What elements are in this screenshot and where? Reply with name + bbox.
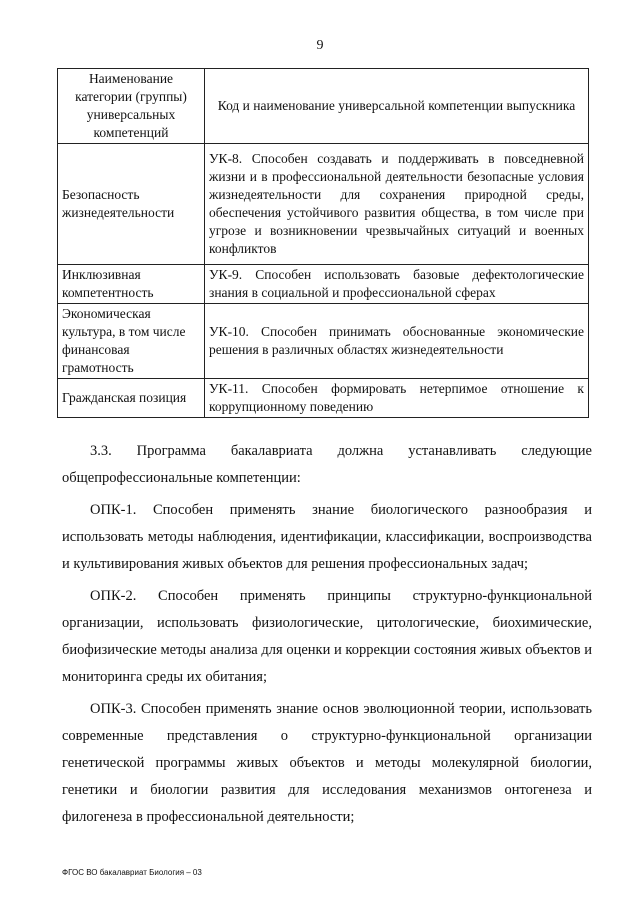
paragraph-opk-2: ОПК-2. Способен применять принципы структурно-функциональной организации, использовать физиологические, цитологические, биохимические, биофизические методы анализа для оценки и коррекции состояния живых объектов и мониторинга среды их обитания; bbox=[62, 588, 592, 685]
paragraph-3-3: 3.3. Программа бакалавриата должна устанавливать следующие общепрофессиональные компетенции: bbox=[62, 443, 592, 486]
page-number: 9 bbox=[316, 38, 324, 53]
header-category: Наименование категории (группы) универсальных компетенций bbox=[58, 69, 205, 144]
paragraph-opk-1: ОПК-1. Способен применять знание биологического разнообразия и использовать методы наблюдения, идентификации, классификации, воспроизводства и культивирования живых объектов для решения профессиональных задач; bbox=[62, 502, 592, 572]
table-row bbox=[58, 144, 589, 265]
table-row bbox=[58, 265, 589, 304]
competence-cell: УК-9. Способен использовать базовые дефектологические знания в социальной и профессиональной сферах bbox=[205, 265, 589, 304]
category-cell: Экономическая культура, в том числе финансовая грамотность bbox=[58, 304, 205, 379]
category-cell: Гражданская позиция bbox=[58, 379, 205, 418]
paragraph-opk-3: ОПК-3. Способен применять знание основ эволюционной теории, использовать современные представления о структурно-функциональной организации генетической программы живых объектов и методы молекулярной биологии, генетики и биологии развития для исследования механизмов онтогенеза и филогенеза в профессиональной деятельности; bbox=[62, 701, 592, 825]
header-competence: Код и наименование универсальной компетенции выпускника bbox=[205, 69, 589, 144]
category-cell: Безопасность жизнедеятельности bbox=[58, 144, 205, 265]
table-row bbox=[58, 379, 589, 418]
competencies-table bbox=[57, 68, 589, 418]
category-cell: Инклюзивная компетентность bbox=[58, 265, 205, 304]
competence-cell: УК-10. Способен принимать обоснованные экономические решения в различных областях жизнедеятельности bbox=[205, 304, 589, 379]
competence-cell: УК-8. Способен создавать и поддерживать в повседневной жизни и в профессиональной деятельности безопасные условия жизнедеятельности для сохранения природной среды, обеспечения устойчивого развития общества, в том числе при угрозе и возникновении чрезвычайных ситуаций и военных конфликтов bbox=[205, 144, 589, 265]
body-text bbox=[62, 438, 592, 836]
table-header-row bbox=[58, 69, 589, 144]
footer-note: ФГОС ВО бакалавриат Биология – 03 bbox=[62, 868, 202, 877]
table-row bbox=[58, 304, 589, 379]
competence-cell: УК-11. Способен формировать нетерпимое отношение к коррупционному поведению bbox=[205, 379, 589, 418]
